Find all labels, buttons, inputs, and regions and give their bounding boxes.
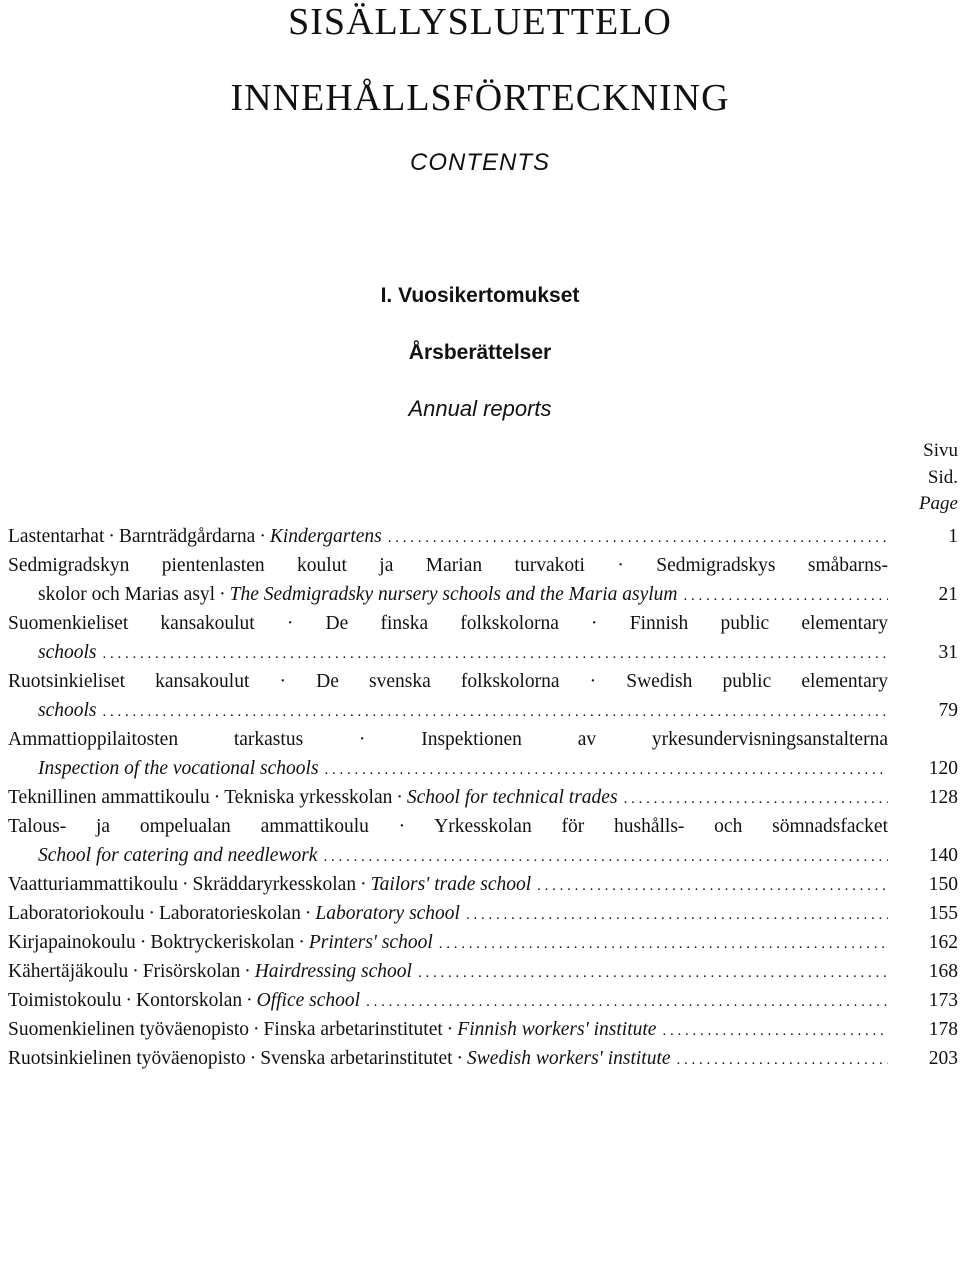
- entry-title-swedish: Kontorskolan: [135, 990, 243, 1011]
- separator-dot: ·: [219, 584, 226, 605]
- separator-dot: ·: [148, 903, 155, 924]
- toc-entry-text: [8, 1044, 677, 1073]
- title-english: CONTENTS: [410, 149, 550, 176]
- toc-entry-text: [8, 957, 418, 986]
- page-number: 162: [928, 932, 958, 953]
- toc-entry: [0, 1015, 960, 1044]
- entry-title-english: Office school: [256, 990, 361, 1011]
- entry-title-finnish: Laboratoriokoulu: [8, 903, 145, 924]
- separator-dot: ·: [298, 932, 305, 953]
- toc-entry-text: [8, 986, 366, 1015]
- dot-leader: [439, 928, 888, 959]
- entry-title-english: schools: [38, 642, 97, 663]
- toc-entry: [0, 1044, 960, 1073]
- toc-entry-continuation: [0, 841, 960, 870]
- separator-dot: ·: [360, 874, 367, 895]
- dot-leader: [323, 841, 888, 872]
- separator-dot: ·: [125, 990, 132, 1011]
- toc-entry-line: [8, 522, 888, 553]
- toc-entry-line: [8, 870, 888, 901]
- page-number: 79: [938, 700, 958, 721]
- page-number: 31: [938, 642, 958, 663]
- toc-entry-text: [8, 1015, 662, 1044]
- table-of-contents: [0, 522, 960, 1073]
- entry-title-finnish: Kirjapainokoulu: [8, 932, 136, 953]
- section-title-finnish: I. Vuosikertomukset: [380, 284, 580, 307]
- toc-entry-line: [8, 986, 888, 1017]
- entry-title-finnish: Ruotsinkielinen työväenopisto: [8, 1048, 246, 1069]
- toc-entry-line: [8, 783, 888, 814]
- entry-title-english: Laboratory school: [315, 903, 460, 924]
- entry-title-english: Inspection of the vocational schools: [38, 758, 319, 779]
- title-finnish: SISÄLLYSLUETTELO: [288, 1, 672, 43]
- dot-leader: [103, 696, 889, 727]
- toc-entry: [0, 957, 960, 986]
- toc-entry: [0, 899, 960, 928]
- entry-title-english: The Sedmigradsky nursery schools and the Maria asylum: [229, 584, 678, 605]
- entry-title-swedish: Skräddaryrkesskolan: [192, 874, 357, 895]
- page-number: 178: [928, 1019, 958, 1040]
- toc-entry-first-line: [0, 812, 960, 841]
- page-column-label-finnish: Sivu: [923, 440, 958, 461]
- separator-dot: ·: [396, 787, 403, 808]
- toc-entry: [0, 783, 960, 812]
- entry-title-swedish: Laboratorieskolan: [158, 903, 301, 924]
- toc-entry-text: [8, 899, 466, 928]
- separator-dot: ·: [108, 526, 115, 547]
- separator-dot: ·: [139, 932, 147, 953]
- entry-title-line: Suomenkieliset kansakoulut · De finska folkskolorna · Finnish public elementary: [8, 613, 888, 634]
- entry-title-finnish: Vaatturiammattikoulu: [8, 874, 179, 895]
- entry-title-swedish: Boktryckeriskolan: [150, 932, 295, 953]
- separator-dot: ·: [244, 961, 251, 982]
- entry-title-swedish: Finska arbetarinstitutet: [263, 1019, 443, 1040]
- dot-leader: [366, 986, 888, 1017]
- dot-leader: [103, 638, 889, 669]
- page-number: 150: [928, 874, 958, 895]
- toc-entry: [0, 928, 960, 957]
- separator-dot: ·: [259, 526, 266, 547]
- dot-leader: [325, 754, 888, 785]
- entry-title-english: School for technical trades: [406, 787, 618, 808]
- toc-entry-line: [8, 899, 888, 930]
- toc-entry: [0, 522, 960, 551]
- toc-entry-first-line: [0, 609, 960, 638]
- separator-dot: ·: [182, 874, 189, 895]
- dot-leader: [418, 957, 888, 988]
- separator-dot: ·: [213, 787, 221, 808]
- toc-entry-continuation: [0, 696, 960, 725]
- toc-entry-line: [38, 841, 888, 872]
- entry-title-finnish: Lastentarhat: [8, 526, 105, 547]
- toc-entry-line: [8, 928, 888, 959]
- entry-title-english: schools: [38, 700, 97, 721]
- page-number: 128: [928, 787, 958, 808]
- toc-entry-line: [38, 638, 888, 669]
- separator-dot: ·: [456, 1048, 464, 1069]
- entry-title-english: Finnish workers' institute: [457, 1019, 657, 1040]
- entry-title-finnish: Suomenkielinen työväenopisto: [8, 1019, 250, 1040]
- page-number: 155: [928, 903, 958, 924]
- dot-leader: [662, 1015, 888, 1046]
- entry-title-finnish: Teknillinen ammattikoulu: [8, 787, 210, 808]
- separator-dot: ·: [246, 990, 253, 1011]
- separator-dot: ·: [249, 1048, 257, 1069]
- dot-leader: [684, 580, 888, 611]
- toc-entry-line: [8, 1044, 888, 1075]
- entry-title-line: Ammattioppilaitosten tarkastus · Inspektionen av yrkesundervisningsanstalterna: [8, 729, 888, 750]
- toc-entry-text: [8, 928, 439, 957]
- dot-leader: [388, 522, 888, 553]
- page-column-label-swedish: Sid.: [927, 467, 958, 488]
- toc-entry-first-line: [0, 667, 960, 696]
- toc-entry-first-line: [0, 725, 960, 754]
- entry-title-line: Sedmigradskyn pientenlasten koulut ja Marian turvakoti · Sedmigradskys småbarns-: [8, 555, 888, 576]
- entry-title-finnish: Toimistokoulu: [8, 990, 122, 1011]
- page-number: 1: [948, 526, 958, 547]
- toc-entry-line: [8, 1015, 888, 1046]
- toc-entry: [0, 986, 960, 1015]
- entry-title-line: Ruotsinkieliset kansakoulut · De svenska folkskolorna · Swedish public elementary: [8, 671, 888, 692]
- entry-title-english: School for catering and needlework: [38, 845, 318, 866]
- page-number: 21: [938, 584, 958, 605]
- entry-title-english: Tailors' trade school: [370, 874, 532, 895]
- page-number: 140: [928, 845, 958, 866]
- entry-title-swedish: Svenska arbetarinstitutet: [260, 1048, 453, 1069]
- entry-title-english: Swedish workers' institute: [467, 1048, 671, 1069]
- dot-leader: [624, 783, 888, 814]
- page-number: 203: [928, 1048, 958, 1069]
- toc-entry-text: [8, 522, 388, 551]
- separator-dot: ·: [253, 1019, 260, 1040]
- dot-leader: [466, 899, 888, 930]
- entry-title-swedish: skolor och Marias asyl: [38, 584, 216, 605]
- toc-entry-line: [38, 696, 888, 727]
- toc-entry-continuation: [0, 638, 960, 667]
- toc-entry-first-line: [0, 551, 960, 580]
- separator-dot: ·: [132, 961, 139, 982]
- page-number: 173: [928, 990, 958, 1011]
- entry-title-line: Talous- ja ompelualan ammattikoulu · Yrkesskolan för hushålls- och sömnadsfacket: [8, 816, 888, 837]
- toc-entry-continuation: [0, 580, 960, 609]
- section-title-swedish: Årsberättelser: [408, 341, 552, 364]
- entry-title-swedish: Frisörskolan: [142, 961, 241, 982]
- toc-entry-text: [8, 783, 624, 812]
- separator-dot: ·: [304, 903, 312, 924]
- dot-leader: [677, 1044, 888, 1075]
- toc-entry-line: [8, 957, 888, 988]
- entry-title-swedish: Barnträdgårdarna: [118, 526, 256, 547]
- entry-title-english: Kindergartens: [269, 526, 382, 547]
- entry-title-english: Hairdressing school: [254, 961, 412, 982]
- page-column-label-english: Page: [918, 493, 958, 514]
- toc-entry-text: [38, 580, 684, 609]
- toc-entry-continuation: [0, 754, 960, 783]
- page-number: 120: [928, 758, 958, 779]
- toc-entry: [0, 870, 960, 899]
- section-title-english: Annual reports: [408, 396, 552, 421]
- toc-entry-text: [8, 870, 537, 899]
- entry-title-english: Printers' school: [308, 932, 433, 953]
- entry-title-swedish: Tekniska yrkesskolan: [224, 787, 393, 808]
- entry-title-finnish: Kähertäjäkoulu: [8, 961, 129, 982]
- dot-leader: [537, 870, 888, 901]
- separator-dot: ·: [446, 1019, 454, 1040]
- toc-entry-line: [38, 580, 888, 611]
- page-number: 168: [928, 961, 958, 982]
- toc-entry-line: [38, 754, 888, 785]
- title-swedish: INNEHÅLLSFÖRTECKNING: [230, 77, 730, 119]
